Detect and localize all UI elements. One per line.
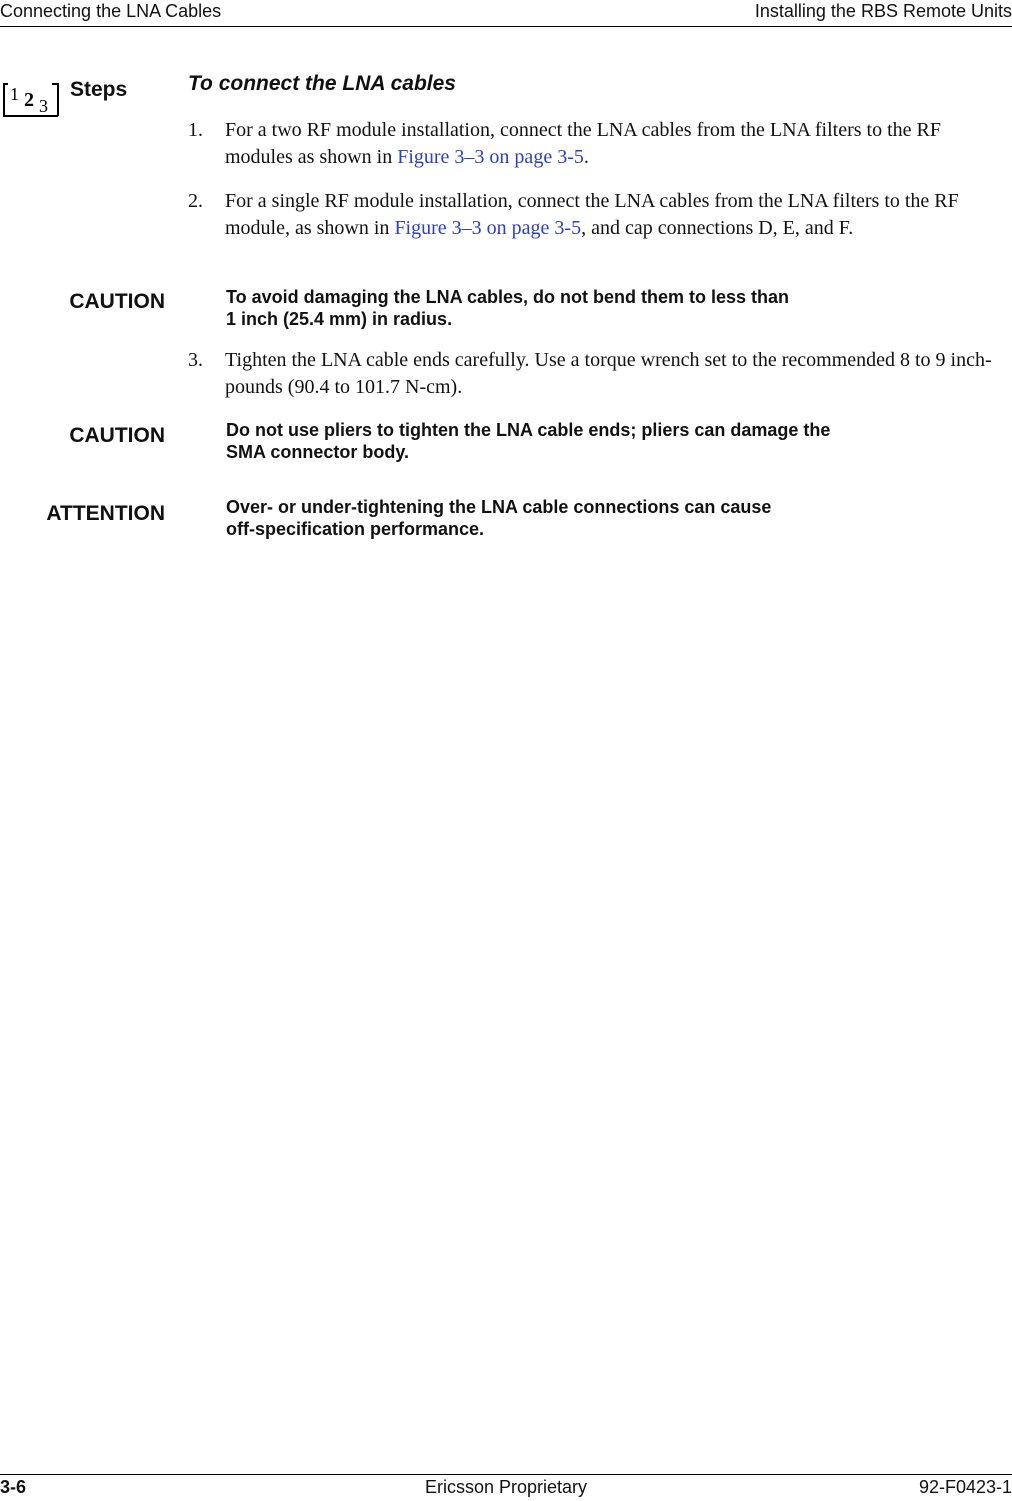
step-2 [188,188,1012,242]
step-number: 1. [188,119,203,141]
attention-label: ATTENTION [46,502,165,525]
caution-label: CAUTION [69,290,165,313]
proprietary-notice: Ericsson Proprietary [424,1477,588,1497]
figure-link[interactable]: Figure 3–3 on page 3-5 [394,217,582,239]
figure-link[interactable]: Figure 3–3 on page 3-5 [397,146,584,168]
header-chapter-title: Installing the RBS Remote Units [754,1,1012,21]
page-number: 3-6 [0,1477,27,1497]
steps-icon-digit-2: 2 [24,89,34,111]
caution-text: Do not use pliers to tighten the LNA cable ends; pliers can damage the SMA connector body. [226,420,831,462]
steps-icon-digit-1: 1 [10,84,19,104]
step-text: For a two RF module installation, connect the LNA cables from the LNA filters to the RF modules as shown in Figure 3–3 on page 3-5. [225,119,941,168]
page-header [0,0,1012,27]
step-number: 3. [188,349,203,371]
page-footer [0,1474,1012,1501]
step-number: 2. [188,190,203,212]
attention-text: Over- or under-tightening the LNA cable connections can cause off-specification performance. [226,497,772,539]
document-number: 92-F0423-1 [918,1477,1012,1497]
numbered-steps-icon [2,82,60,118]
caution-label: CAUTION [69,424,165,447]
steps-icon-digit-3: 3 [39,96,48,116]
step-1 [188,117,1012,171]
header-section-title: Connecting the LNA Cables [0,1,222,21]
step-text: For a single RF module installation, connect the LNA cables from the LNA filters to the RF module, as shown in Figure 3–3 on page 3-5, and cap connections D, E, and F. [225,190,959,239]
procedure-title: To connect the LNA cables [188,72,456,95]
caution-text: To avoid damaging the LNA cables, do not bend them to less than 1 inch (25.4 mm) in radius. [226,287,790,329]
step-3 [188,347,1012,401]
step-text: Tighten the LNA cable ends carefully. Use a torque wrench set to the recommended 8 to 9 inch-pounds (90.4 to 101.7 N-cm). [225,349,992,398]
steps-label: Steps [70,78,128,101]
